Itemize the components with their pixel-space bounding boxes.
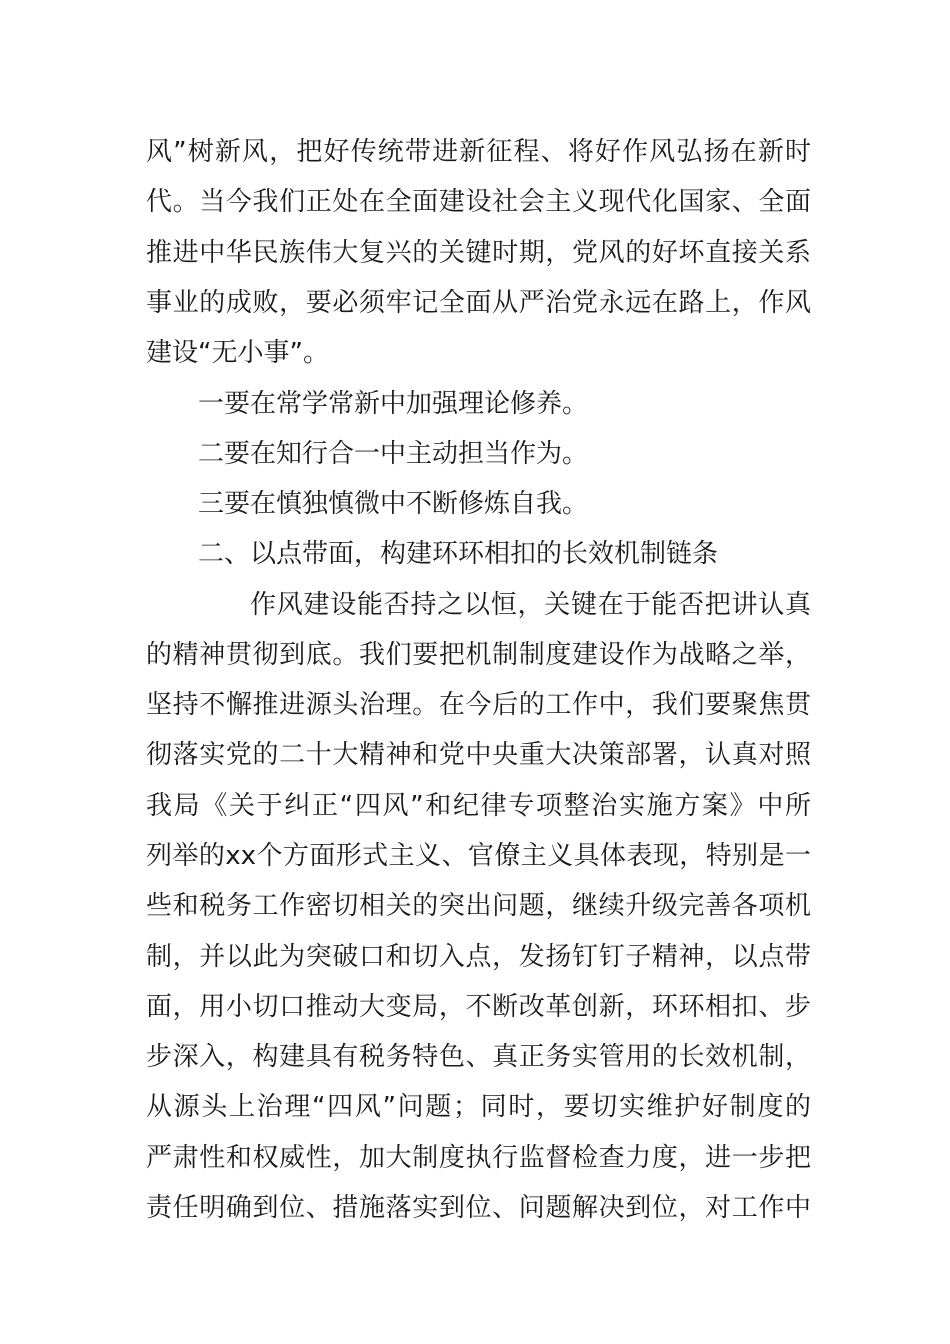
paragraph-line: 责任明确到位、措施落实到位、问题解决到位，对工作中 [146,1193,811,1223]
paragraph-line: 作风建设能否持之以恒，关键在于能否把讲认真 [250,590,811,620]
paragraph-line: 彻落实党的二十大精神和党中央重大决策部署，认真对照 [146,740,811,770]
paragraph-line: 我局《关于纠正“四风”和纪律专项整治实施方案》中所 [146,791,811,821]
paragraph-line: 建设“无小事”。 [146,338,329,368]
paragraph-line: 从源头上治理“四风”问题；同时，要切实维护好制度的 [146,1092,811,1122]
paragraph-line: 面，用小切口推动大变局，不断改革创新，环环相扣、步 [146,992,811,1022]
paragraph-line: 严肃性和权威性，加大制度执行监督检查力度，进一步把 [146,1143,811,1173]
section-heading: 二、以点带面，构建环环相扣的长效机制链条 [198,539,719,569]
paragraph-line: 些和税务工作密切相关的突出问题，继续升级完善各项机 [146,891,811,921]
list-item: 二要在知行合一中主动担当作为。 [198,439,589,469]
paragraph-line: 的精神贯彻到底。我们要把机制制度建设作为战略之举， [146,640,811,670]
paragraph-line: 列举的xx个方面形式主义、官僚主义具体表现，特别是一 [146,841,811,871]
paragraph-line: 制，并以此为突破口和切入点，发扬钉钉子精神，以点带 [146,942,811,972]
paragraph-line: 推进中华民族伟大复兴的关键时期，党风的好坏直接关系 [146,238,811,268]
paragraph-line: 代。当今我们正处在全面建设社会主义现代化国家、全面 [146,187,811,217]
list-item: 三要在慎独慎微中不断修炼自我。 [198,489,589,519]
paragraph-line: 坚持不懈推进源头治理。在今后的工作中，我们要聚焦贯 [146,690,811,720]
paragraph-line: 风”树新风，把好传统带进新征程、将好作风弘扬在新时 [146,137,811,167]
paragraph-line: 事业的成败，要必须牢记全面从严治党永远在路上，作风 [146,288,811,318]
list-item: 一要在常学常新中加强理论修养。 [198,389,589,419]
paragraph-line: 步深入，构建具有税务特色、真正务实管用的长效机制， [146,1042,811,1072]
